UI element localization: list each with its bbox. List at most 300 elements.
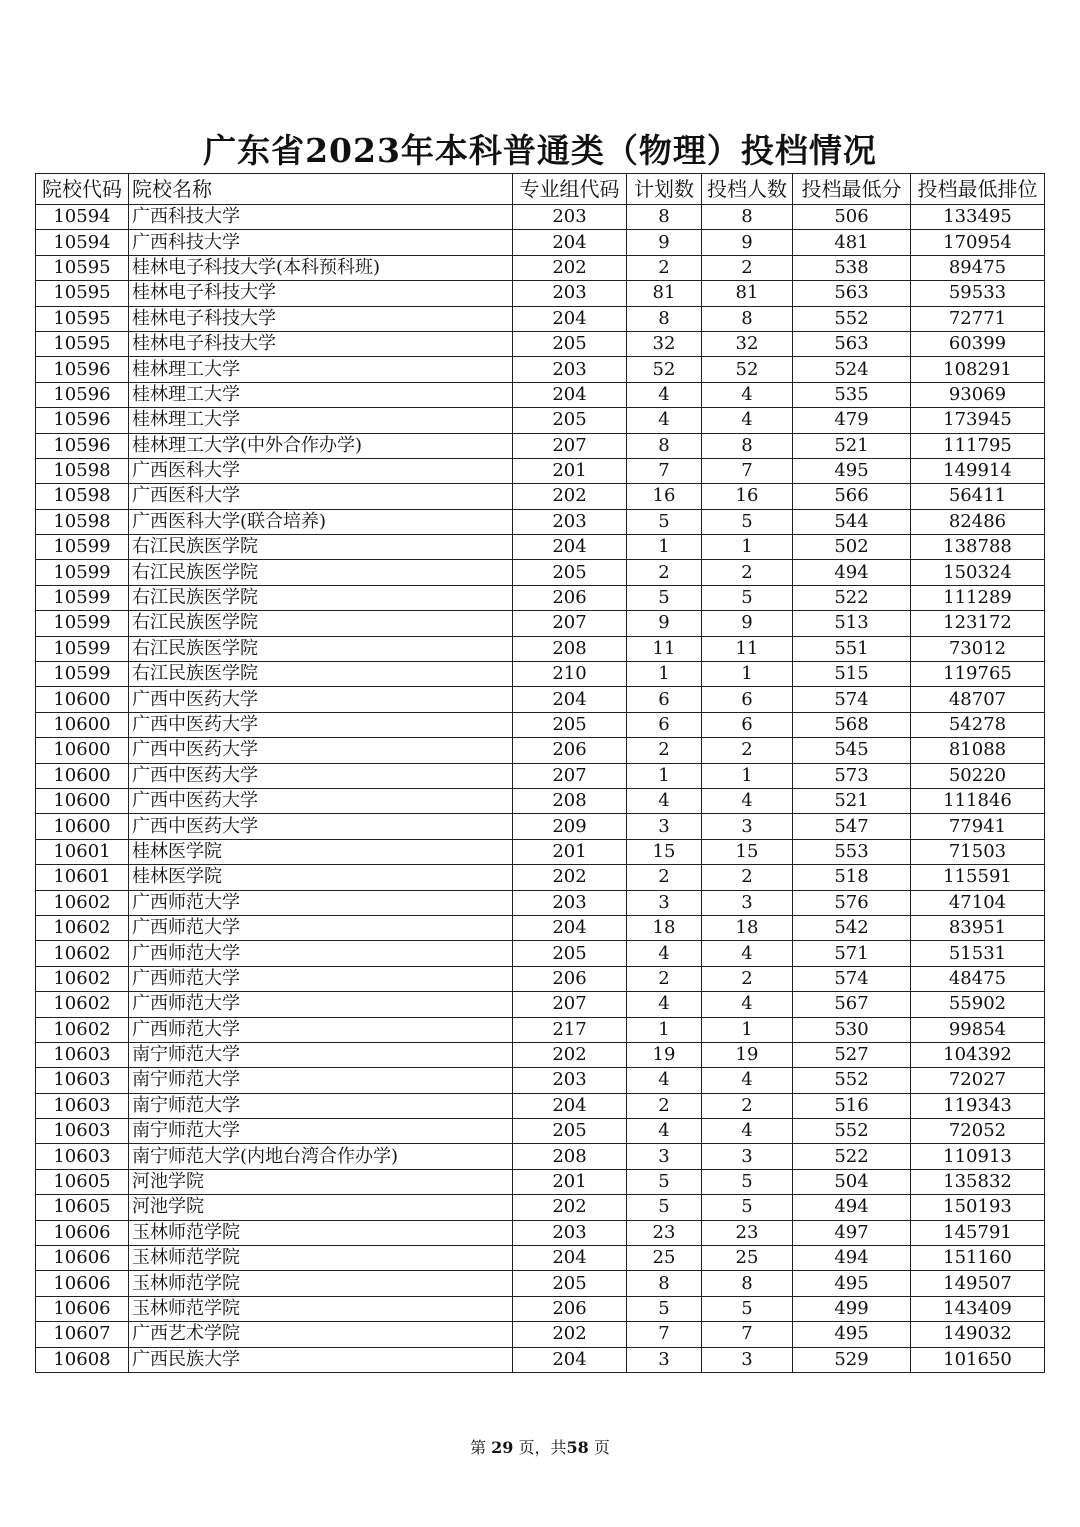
cell-min-rank: 73012 [911, 636, 1045, 661]
cell-group-code: 203 [513, 1068, 627, 1093]
cell-min-rank: 111289 [911, 585, 1045, 610]
cell-admitted-count: 2 [702, 738, 793, 763]
cell-group-code: 203 [513, 357, 627, 382]
cell-min-rank: 119343 [911, 1093, 1045, 1118]
cell-plan-count: 3 [627, 1347, 702, 1372]
table-row [36, 484, 1045, 509]
cell-plan-count: 1 [627, 535, 702, 560]
cell-min-score: 502 [793, 535, 911, 560]
cell-min-rank: 54278 [911, 712, 1045, 737]
cell-school-name: 广西中医药大学 [129, 814, 513, 839]
table-row [36, 357, 1045, 382]
cell-school-name: 南宁师范大学 [129, 1068, 513, 1093]
cell-min-rank: 101650 [911, 1347, 1045, 1372]
cell-min-rank: 50220 [911, 763, 1045, 788]
table-row [36, 1068, 1045, 1093]
cell-min-rank: 77941 [911, 814, 1045, 839]
cell-min-score: 545 [793, 738, 911, 763]
table-row [36, 611, 1045, 636]
cell-min-score: 574 [793, 687, 911, 712]
cell-min-rank: 55902 [911, 992, 1045, 1017]
cell-group-code: 205 [513, 1271, 627, 1296]
cell-school-code: 10596 [36, 408, 129, 433]
cell-min-score: 497 [793, 1220, 911, 1245]
cell-group-code: 204 [513, 1347, 627, 1372]
cell-plan-count: 4 [627, 1068, 702, 1093]
cell-plan-count: 4 [627, 941, 702, 966]
cell-min-rank: 99854 [911, 1017, 1045, 1042]
cell-min-rank: 110913 [911, 1144, 1045, 1169]
cell-school-code: 10601 [36, 839, 129, 864]
table-row [36, 382, 1045, 407]
cell-school-code: 10595 [36, 281, 129, 306]
cell-plan-count: 18 [627, 915, 702, 940]
cell-min-score: 553 [793, 839, 911, 864]
cell-min-score: 563 [793, 281, 911, 306]
cell-school-name: 广西科技大学 [129, 230, 513, 255]
table-row [36, 281, 1045, 306]
cell-group-code: 204 [513, 535, 627, 560]
cell-admitted-count: 1 [702, 1017, 793, 1042]
cell-min-rank: 123172 [911, 611, 1045, 636]
cell-min-score: 551 [793, 636, 911, 661]
cell-school-name: 桂林医学院 [129, 865, 513, 890]
cell-admitted-count: 4 [702, 382, 793, 407]
cell-plan-count: 4 [627, 992, 702, 1017]
cell-school-name: 玉林师范学院 [129, 1271, 513, 1296]
cell-min-rank: 133495 [911, 205, 1045, 230]
cell-admitted-count: 5 [702, 1195, 793, 1220]
cell-plan-count: 1 [627, 763, 702, 788]
cell-school-code: 10600 [36, 687, 129, 712]
cell-admitted-count: 7 [702, 458, 793, 483]
cell-min-rank: 111846 [911, 788, 1045, 813]
cell-min-score: 521 [793, 788, 911, 813]
cell-admitted-count: 5 [702, 1169, 793, 1194]
cell-school-name: 桂林医学院 [129, 839, 513, 864]
header-school-code: 院校代码 [36, 174, 129, 205]
cell-school-name: 广西中医药大学 [129, 738, 513, 763]
table-row [36, 712, 1045, 737]
cell-group-code: 204 [513, 915, 627, 940]
cell-plan-count: 81 [627, 281, 702, 306]
table-row [36, 1195, 1045, 1220]
cell-plan-count: 5 [627, 1195, 702, 1220]
cell-plan-count: 4 [627, 1119, 702, 1144]
cell-admitted-count: 4 [702, 941, 793, 966]
cell-group-code: 207 [513, 763, 627, 788]
cell-school-name: 广西艺术学院 [129, 1322, 513, 1347]
cell-plan-count: 4 [627, 788, 702, 813]
cell-school-name: 桂林电子科技大学(本科预科班) [129, 255, 513, 280]
cell-min-rank: 115591 [911, 865, 1045, 890]
header-plan-count: 计划数 [627, 174, 702, 205]
cell-admitted-count: 52 [702, 357, 793, 382]
cell-group-code: 203 [513, 890, 627, 915]
cell-plan-count: 16 [627, 484, 702, 509]
cell-school-code: 10602 [36, 1017, 129, 1042]
header-admitted-count: 投档人数 [702, 174, 793, 205]
cell-group-code: 205 [513, 1119, 627, 1144]
cell-school-code: 10601 [36, 865, 129, 890]
cell-school-name: 南宁师范大学 [129, 1119, 513, 1144]
cell-school-code: 10607 [36, 1322, 129, 1347]
cell-school-name: 广西师范大学 [129, 966, 513, 991]
cell-plan-count: 5 [627, 585, 702, 610]
cell-min-score: 538 [793, 255, 911, 280]
table-row [36, 1347, 1045, 1372]
cell-min-rank: 72027 [911, 1068, 1045, 1093]
cell-plan-count: 15 [627, 839, 702, 864]
cell-school-code: 10596 [36, 433, 129, 458]
cell-admitted-count: 4 [702, 992, 793, 1017]
cell-group-code: 201 [513, 1169, 627, 1194]
table-row [36, 1017, 1045, 1042]
cell-group-code: 204 [513, 382, 627, 407]
cell-min-rank: 48707 [911, 687, 1045, 712]
cell-min-score: 495 [793, 458, 911, 483]
header-min-rank: 投档最低排位 [911, 174, 1045, 205]
cell-school-name: 广西科技大学 [129, 205, 513, 230]
cell-school-name: 桂林电子科技大学 [129, 306, 513, 331]
cell-min-rank: 72052 [911, 1119, 1045, 1144]
cell-plan-count: 32 [627, 331, 702, 356]
cell-school-name: 南宁师范大学 [129, 1042, 513, 1067]
table-body [36, 205, 1045, 1373]
cell-school-name: 右江民族医学院 [129, 585, 513, 610]
cell-school-name: 广西师范大学 [129, 1017, 513, 1042]
cell-school-name: 桂林理工大学(中外合作办学) [129, 433, 513, 458]
cell-admitted-count: 3 [702, 814, 793, 839]
cell-group-code: 208 [513, 1144, 627, 1169]
cell-school-name: 玉林师范学院 [129, 1220, 513, 1245]
cell-admitted-count: 5 [702, 585, 793, 610]
cell-group-code: 206 [513, 966, 627, 991]
cell-plan-count: 5 [627, 509, 702, 534]
table-row [36, 1322, 1045, 1347]
cell-plan-count: 3 [627, 890, 702, 915]
cell-min-rank: 59533 [911, 281, 1045, 306]
cell-plan-count: 4 [627, 382, 702, 407]
cell-min-rank: 111795 [911, 433, 1045, 458]
cell-admitted-count: 8 [702, 433, 793, 458]
cell-school-code: 10608 [36, 1347, 129, 1372]
table-row [36, 1271, 1045, 1296]
cell-plan-count: 1 [627, 662, 702, 687]
cell-school-name: 广西中医药大学 [129, 687, 513, 712]
table-row [36, 890, 1045, 915]
cell-group-code: 206 [513, 1296, 627, 1321]
cell-admitted-count: 25 [702, 1246, 793, 1271]
cell-min-rank: 145791 [911, 1220, 1045, 1245]
page-footer [0, 1435, 1080, 1458]
cell-school-code: 10599 [36, 560, 129, 585]
cell-min-score: 527 [793, 1042, 911, 1067]
cell-min-rank: 60399 [911, 331, 1045, 356]
footer-suffix: 页 [593, 1438, 610, 1457]
cell-min-rank: 150324 [911, 560, 1045, 585]
cell-school-code: 10600 [36, 738, 129, 763]
cell-school-name: 广西民族大学 [129, 1347, 513, 1372]
admission-table [35, 173, 1045, 1373]
cell-admitted-count: 16 [702, 484, 793, 509]
cell-min-rank: 149914 [911, 458, 1045, 483]
cell-plan-count: 5 [627, 1296, 702, 1321]
cell-school-code: 10600 [36, 788, 129, 813]
cell-admitted-count: 2 [702, 255, 793, 280]
cell-school-name: 广西中医药大学 [129, 712, 513, 737]
table-row [36, 915, 1045, 940]
cell-school-name: 河池学院 [129, 1169, 513, 1194]
cell-school-name: 玉林师范学院 [129, 1296, 513, 1321]
cell-school-name: 桂林理工大学 [129, 382, 513, 407]
cell-admitted-count: 2 [702, 560, 793, 585]
cell-min-score: 494 [793, 1195, 911, 1220]
cell-admitted-count: 3 [702, 1144, 793, 1169]
cell-min-rank: 149032 [911, 1322, 1045, 1347]
cell-school-name: 广西师范大学 [129, 992, 513, 1017]
cell-school-code: 10606 [36, 1271, 129, 1296]
cell-min-score: 567 [793, 992, 911, 1017]
cell-min-score: 573 [793, 763, 911, 788]
cell-school-name: 广西中医药大学 [129, 763, 513, 788]
cell-school-name: 右江民族医学院 [129, 662, 513, 687]
header-school-name: 院校名称 [129, 174, 513, 205]
cell-school-name: 广西中医药大学 [129, 788, 513, 813]
cell-admitted-count: 8 [702, 1271, 793, 1296]
cell-min-rank: 83951 [911, 915, 1045, 940]
cell-min-rank: 72771 [911, 306, 1045, 331]
cell-group-code: 202 [513, 1195, 627, 1220]
cell-min-score: 576 [793, 890, 911, 915]
cell-plan-count: 6 [627, 712, 702, 737]
cell-group-code: 205 [513, 331, 627, 356]
cell-min-rank: 173945 [911, 408, 1045, 433]
cell-min-score: 479 [793, 408, 911, 433]
cell-school-code: 10595 [36, 255, 129, 280]
cell-min-score: 522 [793, 1144, 911, 1169]
cell-min-rank: 47104 [911, 890, 1045, 915]
footer-current-page: 29 [491, 1438, 514, 1457]
cell-plan-count: 25 [627, 1246, 702, 1271]
cell-group-code: 203 [513, 1220, 627, 1245]
table-row [36, 255, 1045, 280]
cell-group-code: 202 [513, 1322, 627, 1347]
cell-school-name: 南宁师范大学 [129, 1093, 513, 1118]
cell-min-score: 518 [793, 865, 911, 890]
cell-group-code: 204 [513, 1093, 627, 1118]
cell-admitted-count: 5 [702, 509, 793, 534]
cell-admitted-count: 8 [702, 306, 793, 331]
cell-group-code: 204 [513, 306, 627, 331]
cell-min-rank: 89475 [911, 255, 1045, 280]
footer-middle: 页，共 [518, 1438, 567, 1457]
cell-plan-count: 2 [627, 865, 702, 890]
cell-school-name: 广西医科大学 [129, 484, 513, 509]
cell-group-code: 217 [513, 1017, 627, 1042]
cell-school-code: 10603 [36, 1144, 129, 1169]
table-row [36, 585, 1045, 610]
cell-admitted-count: 2 [702, 966, 793, 991]
cell-group-code: 205 [513, 560, 627, 585]
cell-admitted-count: 6 [702, 712, 793, 737]
cell-min-score: 516 [793, 1093, 911, 1118]
cell-min-score: 506 [793, 205, 911, 230]
cell-group-code: 201 [513, 458, 627, 483]
cell-min-score: 566 [793, 484, 911, 509]
cell-admitted-count: 81 [702, 281, 793, 306]
cell-school-code: 10599 [36, 662, 129, 687]
cell-admitted-count: 2 [702, 865, 793, 890]
table-row [36, 306, 1045, 331]
cell-group-code: 209 [513, 814, 627, 839]
cell-plan-count: 6 [627, 687, 702, 712]
cell-group-code: 205 [513, 941, 627, 966]
table-row [36, 535, 1045, 560]
cell-admitted-count: 32 [702, 331, 793, 356]
cell-group-code: 202 [513, 484, 627, 509]
cell-plan-count: 3 [627, 1144, 702, 1169]
cell-school-code: 10603 [36, 1093, 129, 1118]
table-row [36, 230, 1045, 255]
cell-school-name: 河池学院 [129, 1195, 513, 1220]
cell-group-code: 208 [513, 636, 627, 661]
cell-min-rank: 108291 [911, 357, 1045, 382]
table-row [36, 1296, 1045, 1321]
cell-min-score: 494 [793, 1246, 911, 1271]
cell-min-rank: 81088 [911, 738, 1045, 763]
cell-min-rank: 170954 [911, 230, 1045, 255]
cell-plan-count: 8 [627, 1271, 702, 1296]
cell-min-score: 574 [793, 966, 911, 991]
cell-admitted-count: 1 [702, 662, 793, 687]
cell-school-name: 右江民族医学院 [129, 535, 513, 560]
cell-min-score: 495 [793, 1322, 911, 1347]
cell-admitted-count: 1 [702, 763, 793, 788]
cell-min-score: 529 [793, 1347, 911, 1372]
table-row [36, 814, 1045, 839]
cell-min-score: 544 [793, 509, 911, 534]
table-header-row [36, 174, 1045, 205]
cell-group-code: 203 [513, 281, 627, 306]
cell-min-score: 530 [793, 1017, 911, 1042]
cell-plan-count: 9 [627, 611, 702, 636]
cell-school-name: 玉林师范学院 [129, 1246, 513, 1271]
cell-group-code: 208 [513, 788, 627, 813]
cell-group-code: 204 [513, 1246, 627, 1271]
cell-plan-count: 2 [627, 738, 702, 763]
cell-school-name: 右江民族医学院 [129, 560, 513, 585]
table-row [36, 560, 1045, 585]
table-row [36, 738, 1045, 763]
cell-plan-count: 2 [627, 255, 702, 280]
table-row [36, 992, 1045, 1017]
cell-plan-count: 5 [627, 1169, 702, 1194]
table-row [36, 966, 1045, 991]
cell-school-code: 10600 [36, 814, 129, 839]
cell-school-code: 10598 [36, 484, 129, 509]
cell-min-rank: 135832 [911, 1169, 1045, 1194]
cell-school-name: 桂林理工大学 [129, 408, 513, 433]
cell-min-score: 535 [793, 382, 911, 407]
cell-plan-count: 11 [627, 636, 702, 661]
cell-group-code: 207 [513, 433, 627, 458]
cell-min-score: 563 [793, 331, 911, 356]
cell-plan-count: 2 [627, 560, 702, 585]
cell-min-score: 521 [793, 433, 911, 458]
cell-admitted-count: 4 [702, 1068, 793, 1093]
cell-group-code: 206 [513, 585, 627, 610]
cell-plan-count: 3 [627, 814, 702, 839]
cell-group-code: 203 [513, 205, 627, 230]
cell-school-code: 10602 [36, 941, 129, 966]
cell-school-code: 10605 [36, 1195, 129, 1220]
cell-plan-count: 8 [627, 433, 702, 458]
cell-school-code: 10606 [36, 1246, 129, 1271]
cell-plan-count: 2 [627, 1093, 702, 1118]
cell-school-name: 广西师范大学 [129, 941, 513, 966]
cell-min-score: 571 [793, 941, 911, 966]
cell-min-rank: 150193 [911, 1195, 1045, 1220]
cell-school-code: 10603 [36, 1119, 129, 1144]
table-row [36, 636, 1045, 661]
table-row [36, 941, 1045, 966]
cell-min-score: 552 [793, 306, 911, 331]
cell-min-score: 494 [793, 560, 911, 585]
cell-min-rank: 51531 [911, 941, 1045, 966]
cell-school-code: 10596 [36, 382, 129, 407]
cell-admitted-count: 4 [702, 1119, 793, 1144]
cell-admitted-count: 19 [702, 1042, 793, 1067]
cell-plan-count: 7 [627, 458, 702, 483]
cell-school-code: 10594 [36, 205, 129, 230]
cell-min-score: 481 [793, 230, 911, 255]
cell-min-score: 515 [793, 662, 911, 687]
cell-school-name: 南宁师范大学(内地台湾合作办学) [129, 1144, 513, 1169]
table-row [36, 1093, 1045, 1118]
cell-school-name: 广西师范大学 [129, 915, 513, 940]
cell-min-score: 547 [793, 814, 911, 839]
cell-plan-count: 7 [627, 1322, 702, 1347]
table-row [36, 331, 1045, 356]
page-title: 广东省2023年本科普通类（物理）投档情况 [203, 131, 877, 170]
table-row [36, 788, 1045, 813]
cell-min-score: 524 [793, 357, 911, 382]
cell-school-code: 10598 [36, 509, 129, 534]
footer-prefix: 第 [470, 1438, 487, 1457]
cell-school-code: 10605 [36, 1169, 129, 1194]
cell-admitted-count: 23 [702, 1220, 793, 1245]
cell-school-name: 广西医科大学 [129, 458, 513, 483]
table-row [36, 839, 1045, 864]
cell-school-code: 10602 [36, 966, 129, 991]
table-row [36, 865, 1045, 890]
cell-school-name: 广西师范大学 [129, 890, 513, 915]
cell-min-rank: 82486 [911, 509, 1045, 534]
table-row [36, 662, 1045, 687]
cell-group-code: 204 [513, 230, 627, 255]
cell-group-code: 203 [513, 509, 627, 534]
cell-admitted-count: 4 [702, 408, 793, 433]
table-row [36, 1246, 1045, 1271]
cell-admitted-count: 9 [702, 611, 793, 636]
cell-school-code: 10602 [36, 915, 129, 940]
cell-admitted-count: 11 [702, 636, 793, 661]
cell-school-name: 桂林理工大学 [129, 357, 513, 382]
cell-admitted-count: 1 [702, 535, 793, 560]
cell-min-score: 522 [793, 585, 911, 610]
cell-min-rank: 56411 [911, 484, 1045, 509]
